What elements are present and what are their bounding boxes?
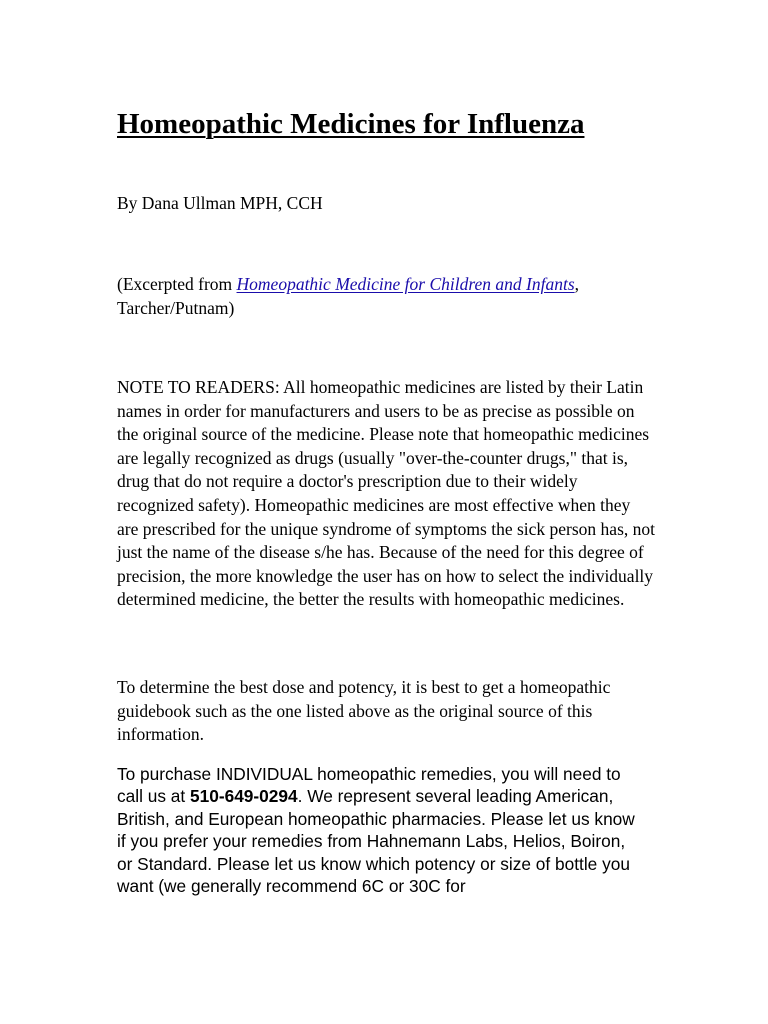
- book-title-link[interactable]: Homeopathic Medicine for Children and Infants: [236, 274, 575, 294]
- phone-number: 510-649-0294: [190, 786, 298, 807]
- purchase-text-before-phone: To purchase INDIVIDUAL homeopathic remedies, you will need to call us at: [117, 764, 621, 807]
- purchase-paragraph: [117, 763, 645, 897]
- document-page: [117, 0, 657, 1024]
- excerpt-note: [117, 273, 637, 320]
- purchase-text-after-phone: . We represent several leading American, British, and European homeopathic pharmacies. Please let us know if you prefer your remedies from Hahnemann Labs, Helios, Boiron, or Standard. Please let us know which potency or size of bottle you want (we generally recommend 6C or 30C for: [117, 786, 635, 897]
- excerpt-suffix: , Tarcher/Putnam): [117, 274, 580, 318]
- note-to-readers-paragraph: NOTE TO READERS: All homeopathic medicines are listed by their Latin names in order for manufacturers and users to be as precise as possible on the original source of the medicine. Please note that homeopathic medicines are legally recognized as drugs (usually "over-the-counter drugs," that is, drug that do not require a doctor's prescription due to their widely recognized safety). Homeopathic medicines are most effective when they are prescribed for the unique syndrome of symptoms the sick person has, not just the name of the disease s/he has. Because of the need for this degree of precision, the more knowledge the user has on how to select the individually determined medicine, the better the results with homeopathic medicines.: [117, 377, 655, 610]
- dose-potency-paragraph: To determine the best dose and potency, it is best to get a homeopathic guidebook such as the one listed above as the original source of this information.: [117, 677, 611, 745]
- document-title: Homeopathic Medicines for Influenza: [117, 108, 585, 140]
- author-byline: By Dana Ullman MPH, CCH: [117, 193, 323, 213]
- excerpt-prefix: (Excerpted from: [117, 274, 237, 294]
